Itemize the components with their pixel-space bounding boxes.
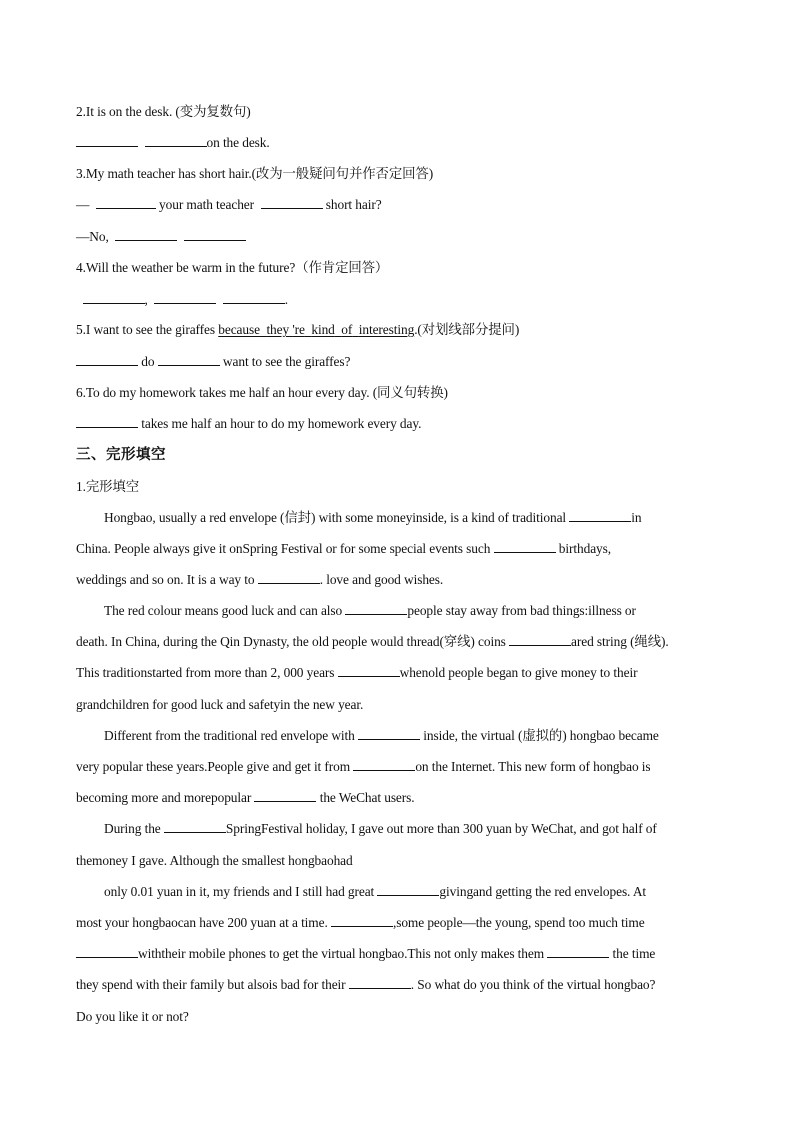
answer-line-3b: —No, — [76, 227, 246, 247]
cloze-blank[interactable] — [338, 663, 400, 677]
passage-line: Do you like it or not? — [76, 1009, 189, 1024]
answer-line-5: do want to see the giraffes? — [76, 352, 350, 372]
question-3: 3.My math teacher has short hair.(改为一般疑问句并作否定回答) — [76, 166, 434, 181]
passage-line: This traditionstarted from more than 2, 000 years whenold people began to give money to their — [76, 665, 638, 680]
answer-blank[interactable] — [184, 227, 246, 241]
cloze-blank[interactable] — [569, 508, 631, 522]
answer-blank[interactable] — [76, 352, 138, 366]
answer-blank[interactable] — [115, 227, 177, 241]
cloze-blank[interactable] — [353, 757, 415, 771]
answer-blank[interactable] — [83, 290, 145, 304]
section-subheading: 1.完形填空 — [76, 479, 140, 494]
passage-line: During the SpringFestival holiday, I gave out more than 300 yuan by WeChat, and got half of — [104, 821, 657, 836]
answer-blank[interactable] — [76, 414, 138, 428]
passage-line: only 0.01 yuan in it, my friends and I still had great givingand getting the red envelopes. At — [104, 884, 647, 899]
passage-line: becoming more and morepopular the WeChat users. — [76, 790, 415, 805]
passage-line: weddings and so on. It is a way to . love and good wishes. — [76, 572, 444, 587]
answer-blank[interactable] — [261, 195, 323, 209]
cloze-blank[interactable] — [494, 539, 556, 553]
passage-line: Different from the traditional red envelope with inside, the virtual (虚拟的) hongbao became — [104, 728, 659, 743]
cloze-blank[interactable] — [349, 975, 411, 989]
question-4: 4.Will the weather be warm in the future?（作肯定回答） — [76, 260, 389, 275]
cloze-blank[interactable] — [164, 819, 226, 833]
passage-line: China. People always give it onSpring Festival or for some special events such birthdays, — [76, 541, 611, 556]
answer-line-2: on the desk. — [76, 133, 270, 153]
cloze-blank[interactable] — [509, 632, 571, 646]
section-heading: 三、完形填空 — [76, 447, 166, 463]
passage-line: themoney I gave. Although the smallest hongbaohad — [76, 853, 353, 868]
passage-line: The red colour means good luck and can also people stay away from bad things:illness or — [104, 603, 636, 618]
question-2: 2.It is on the desk. (变为复数句) — [76, 104, 251, 119]
answer-blank[interactable] — [145, 133, 207, 147]
passage-line: withtheir mobile phones to get the virtual hongbao.This not only makes them the time — [76, 944, 655, 964]
cloze-blank[interactable] — [377, 882, 439, 896]
passage-line: most your hongbaocan have 200 yuan at a time. ,some people—the young, spend too much time — [76, 915, 645, 930]
passage-line: death. In China, during the Qin Dynasty, the old people would thread(穿线) coins ared string (绳线). — [76, 634, 669, 649]
answer-blank[interactable] — [223, 290, 285, 304]
answer-blank[interactable] — [154, 290, 216, 304]
cloze-blank[interactable] — [331, 913, 393, 927]
answer-blank[interactable] — [76, 133, 138, 147]
passage-line: very popular these years.People give and get it from on the Internet. This new form of hongbao is — [76, 759, 651, 774]
question-6: 6.To do my homework takes me half an hour every day. (同义句转换) — [76, 385, 448, 400]
passage-line: grandchildren for good luck and safetyin the new year. — [76, 697, 364, 712]
answer-line-6: takes me half an hour to do my homework every day. — [76, 414, 421, 434]
cloze-blank[interactable] — [254, 788, 316, 802]
answer-line-3a: — your math teacher short hair? — [76, 197, 382, 212]
answer-line-4: , . — [76, 290, 288, 310]
cloze-blank[interactable] — [547, 944, 609, 958]
cloze-blank[interactable] — [258, 570, 320, 584]
passage-line: they spend with their family but alsois bad for their . So what do you think of the virtual hongbao? — [76, 977, 656, 992]
passage-line: Hongbao, usually a red envelope (信封) with some moneyinside, is a kind of traditional in — [104, 510, 642, 525]
cloze-blank[interactable] — [76, 944, 138, 958]
question-5: 5.I want to see the giraffes because they 're kind of interesting.(对划线部分提问) — [76, 322, 520, 337]
answer-blank[interactable] — [158, 352, 220, 366]
cloze-blank[interactable] — [345, 601, 407, 615]
answer-blank[interactable] — [96, 195, 156, 209]
cloze-blank[interactable] — [358, 726, 420, 740]
